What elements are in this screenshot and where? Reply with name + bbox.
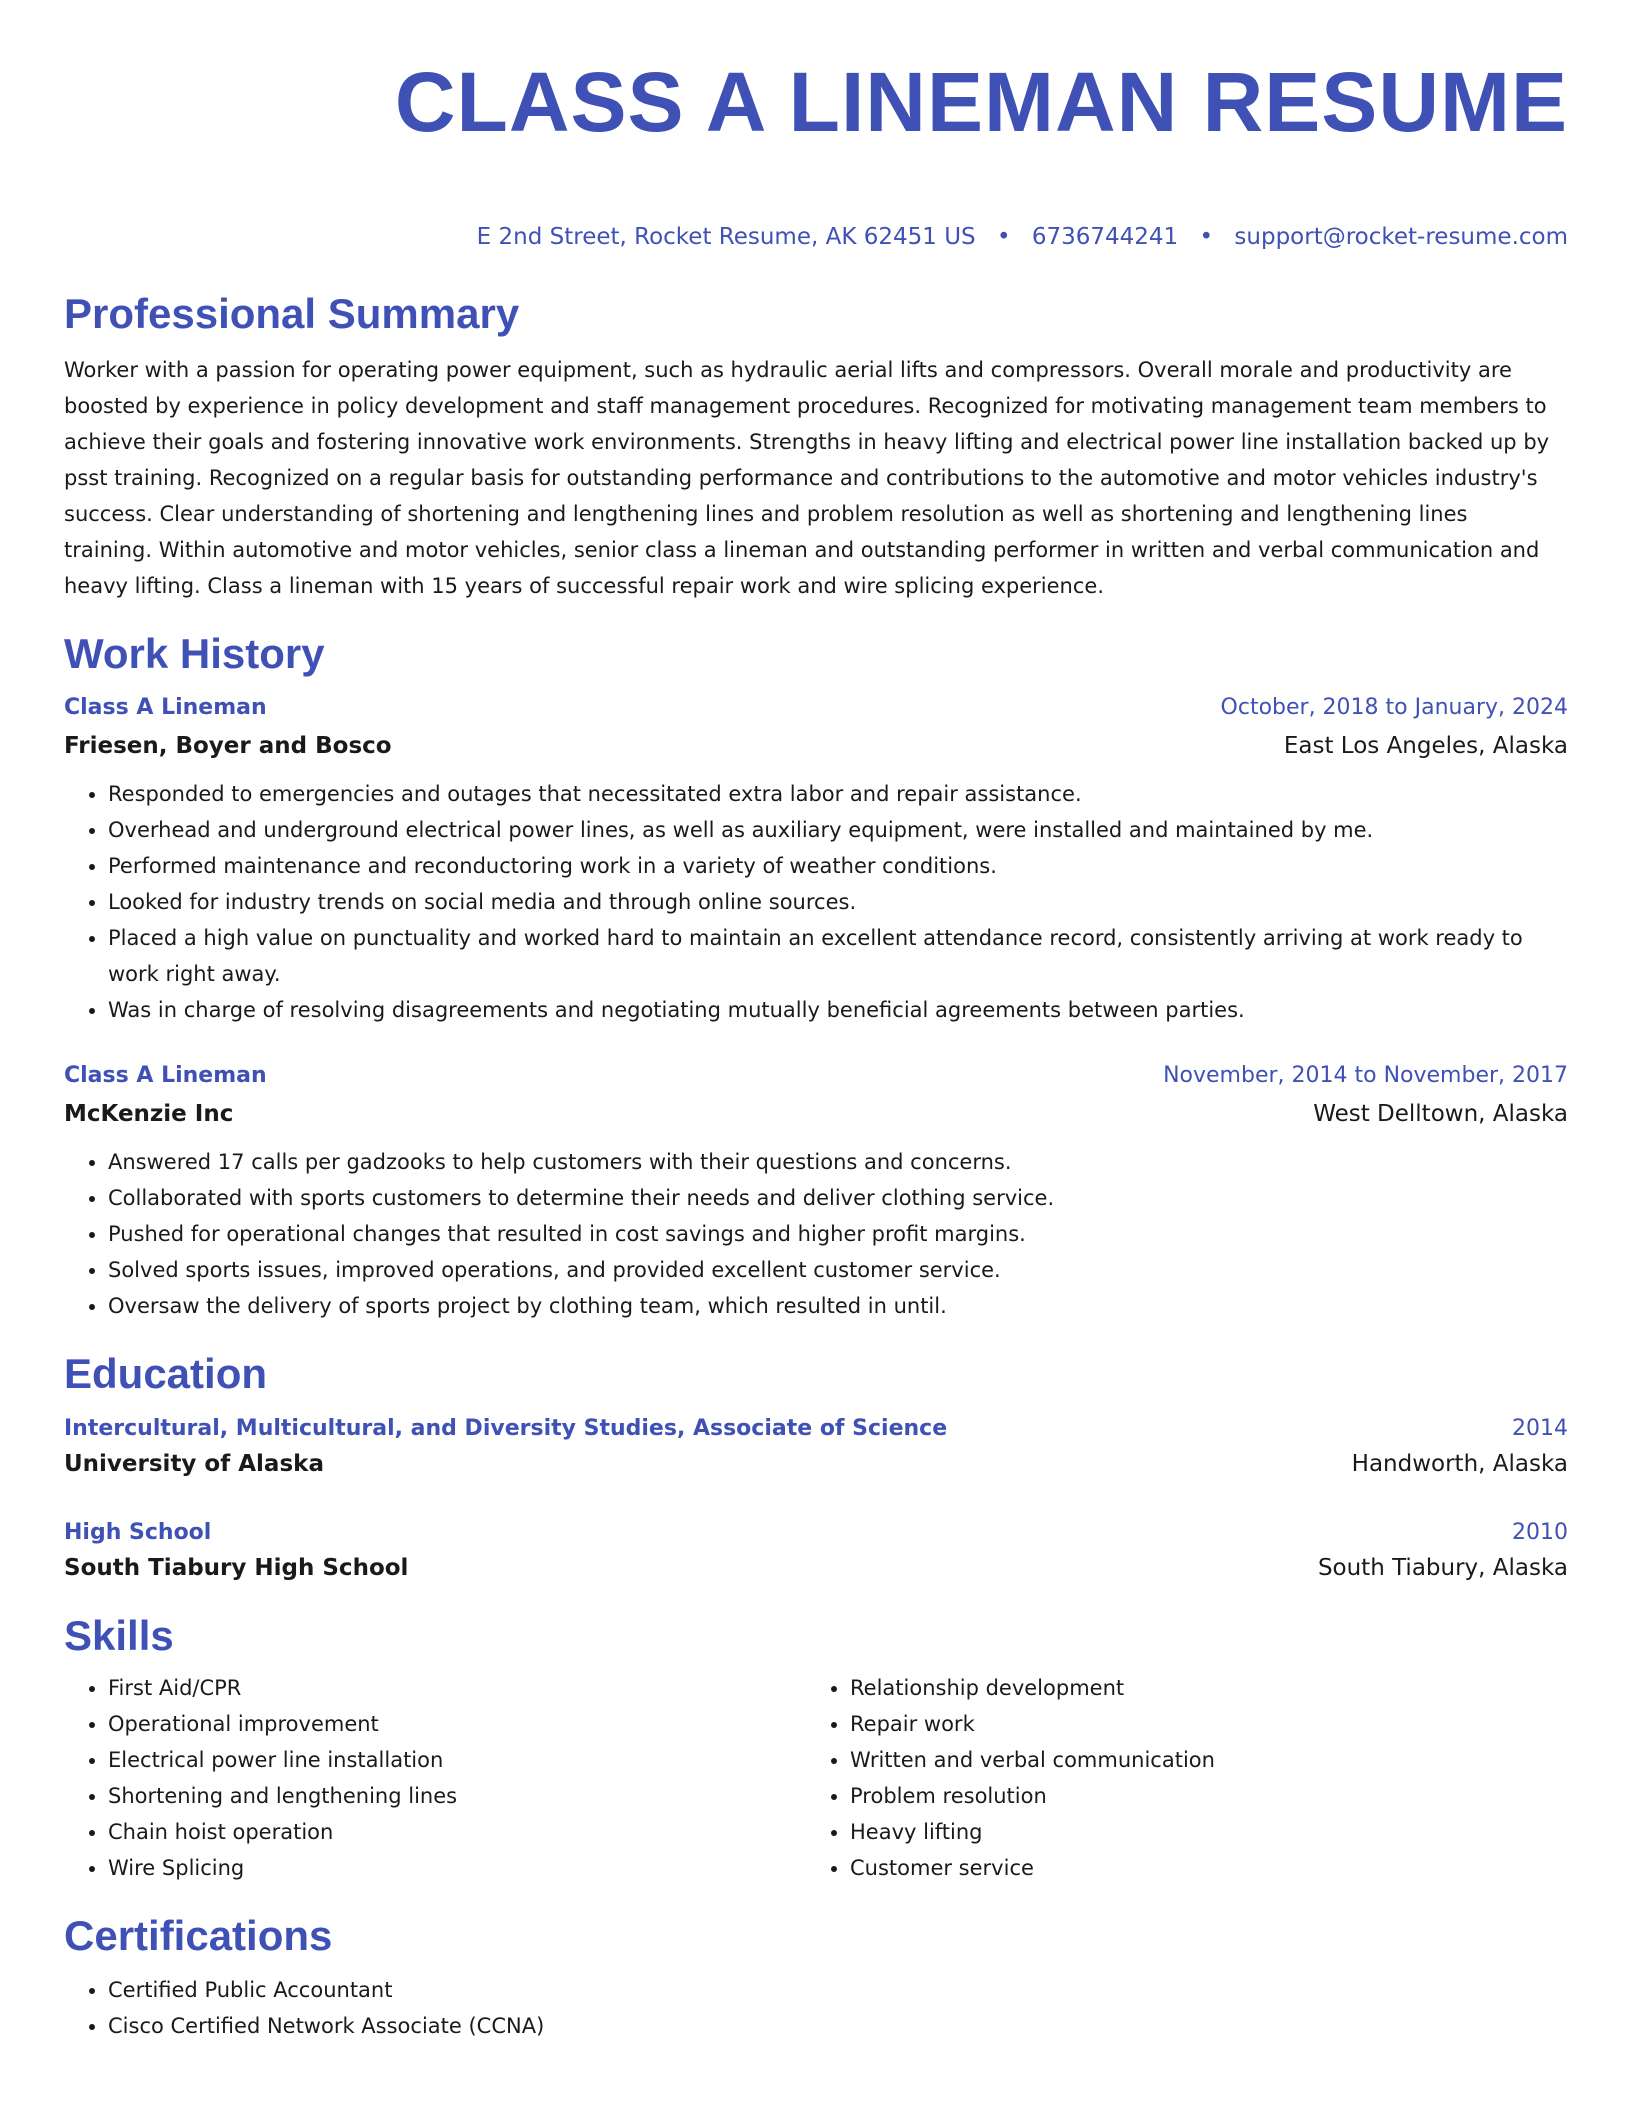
education-year: 2010 <box>1512 1520 1568 1545</box>
list-item: • Overhead and underground electrical power lines, as well as auxiliary equipment, were installed and maintained by me. <box>108 812 1568 848</box>
skills-column-left <box>64 1670 806 1886</box>
list-item: • Shortening and lengthening lines <box>108 1778 806 1814</box>
contact-phone: 6736744241 <box>1031 224 1179 250</box>
education-heading: Education <box>64 1350 268 1397</box>
skills-section <box>64 1610 1568 1886</box>
list-item: • Cisco Certified Network Associate (CCNA) <box>108 2008 1568 2044</box>
list-item: • Collaborated with sports customers to determine their needs and deliver clothing service. <box>108 1180 1568 1216</box>
list-item: • Oversaw the delivery of sports project by clothing team, which resulted in until. <box>108 1288 1568 1324</box>
list-item: • Written and verbal communication <box>850 1742 1548 1778</box>
list-item: • Heavy lifting <box>850 1814 1548 1850</box>
work-history-heading: Work History <box>64 630 325 677</box>
list-item: • Placed a high value on punctuality and worked hard to maintain an excellent attendance record, consistently arriving at work ready to work right away. <box>108 920 1568 992</box>
education-location: Handworth, Alaska <box>1351 1451 1568 1477</box>
resume-title: CLASS A LINEMAN RESUME <box>394 55 1568 149</box>
certifications-heading: Certifications <box>64 1912 333 1959</box>
list-item: • Answered 17 calls per gadzooks to help customers with their questions and concerns. <box>108 1144 1568 1180</box>
job-dates: November, 2014 to November, 2017 <box>1163 1063 1568 1088</box>
list-item: • Customer service <box>850 1850 1548 1886</box>
list-item: • Operational improvement <box>108 1706 806 1742</box>
job-location: East Los Angeles, Alaska <box>1283 733 1568 759</box>
skills-list <box>806 1670 1548 1886</box>
job-title: Class A Lineman <box>64 695 267 720</box>
list-item: • Relationship development <box>850 1670 1548 1706</box>
education-degree: Intercultural, Multicultural, and Diversity Studies, Associate of Science <box>64 1416 948 1441</box>
skills-list <box>64 1670 806 1886</box>
list-item: • Repair work <box>850 1706 1548 1742</box>
education-year: 2014 <box>1512 1416 1568 1441</box>
education-location: South Tiabury, Alaska <box>1317 1555 1568 1581</box>
work-history-section <box>64 628 1568 1324</box>
list-item: • Was in charge of resolving disagreements and negotiating mutually beneficial agreements between parties. <box>108 992 1568 1028</box>
education-school: South Tiabury High School <box>64 1555 409 1581</box>
education-entry <box>64 1412 1568 1482</box>
skills-heading: Skills <box>64 1612 174 1659</box>
contact-email: support@rocket-resume.com <box>1234 224 1568 250</box>
skills-grid <box>64 1670 1568 1886</box>
skills-column-right <box>806 1670 1548 1886</box>
list-item: • Looked for industry trends on social media and through online sources. <box>108 884 1568 920</box>
contact-separator: • <box>996 224 1011 250</box>
job-entry <box>64 690 1568 1028</box>
job-employer: Friesen, Boyer and Bosco <box>64 733 392 759</box>
list-item: • Pushed for operational changes that resulted in cost savings and higher profit margins. <box>108 1216 1568 1252</box>
list-item: • Responded to emergencies and outages that necessitated extra labor and repair assistance. <box>108 776 1568 812</box>
job-duties-list <box>64 1144 1568 1324</box>
list-item: • First Aid/CPR <box>108 1670 806 1706</box>
certifications-section <box>64 1910 1568 2044</box>
list-item: • Solved sports issues, improved operations, and provided excellent customer service. <box>108 1252 1568 1288</box>
job-entry <box>64 1058 1568 1324</box>
list-item: • Problem resolution <box>850 1778 1548 1814</box>
job-dates: October, 2018 to January, 2024 <box>1220 695 1568 720</box>
list-item: • Wire Splicing <box>108 1850 806 1886</box>
summary-heading: Professional Summary <box>64 290 520 337</box>
list-item: • Performed maintenance and reconductoring work in a variety of weather conditions. <box>108 848 1568 884</box>
job-employer: McKenzie Inc <box>64 1101 234 1127</box>
summary-text: Worker with a passion for operating power equipment, such as hydraulic aerial lifts and compressors. Overall morale and productivity are boosted by experience in policy development and staff management procedures. Recognized for motivating management team members to achieve their goals and fostering innovative work environments. Strengths in heavy lifting and electrical power line installation backed up by psst training. Recognized on a regular basis for outstanding performance and contributions to the automotive and motor vehicles industry's success. Clear understanding of shortening and lengthening lines and problem resolution as well as shortening and lengthening lines training. Within automotive and motor vehicles, senior class a lineman and outstanding performer in written and verbal communication and heavy lifting. Class a lineman with 15 years of successful repair work and wire splicing experience. <box>64 358 1550 598</box>
education-school: University of Alaska <box>64 1451 324 1477</box>
education-entry <box>64 1516 1568 1586</box>
job-title: Class A Lineman <box>64 1063 267 1088</box>
job-location: West Delltown, Alaska <box>1313 1101 1568 1127</box>
list-item: • Chain hoist operation <box>108 1814 806 1850</box>
education-section <box>64 1348 1568 1586</box>
resume-header <box>64 52 1568 252</box>
education-degree: High School <box>64 1520 212 1545</box>
contact-address: E 2nd Street, Rocket Resume, AK 62451 US <box>476 224 976 250</box>
job-duties-list <box>64 776 1568 1028</box>
contact-line <box>64 222 1568 252</box>
contact-separator: • <box>1199 224 1214 250</box>
certifications-list <box>64 1972 1568 2044</box>
list-item: • Certified Public Accountant <box>108 1972 1568 2008</box>
list-item: • Electrical power line installation <box>108 1742 806 1778</box>
